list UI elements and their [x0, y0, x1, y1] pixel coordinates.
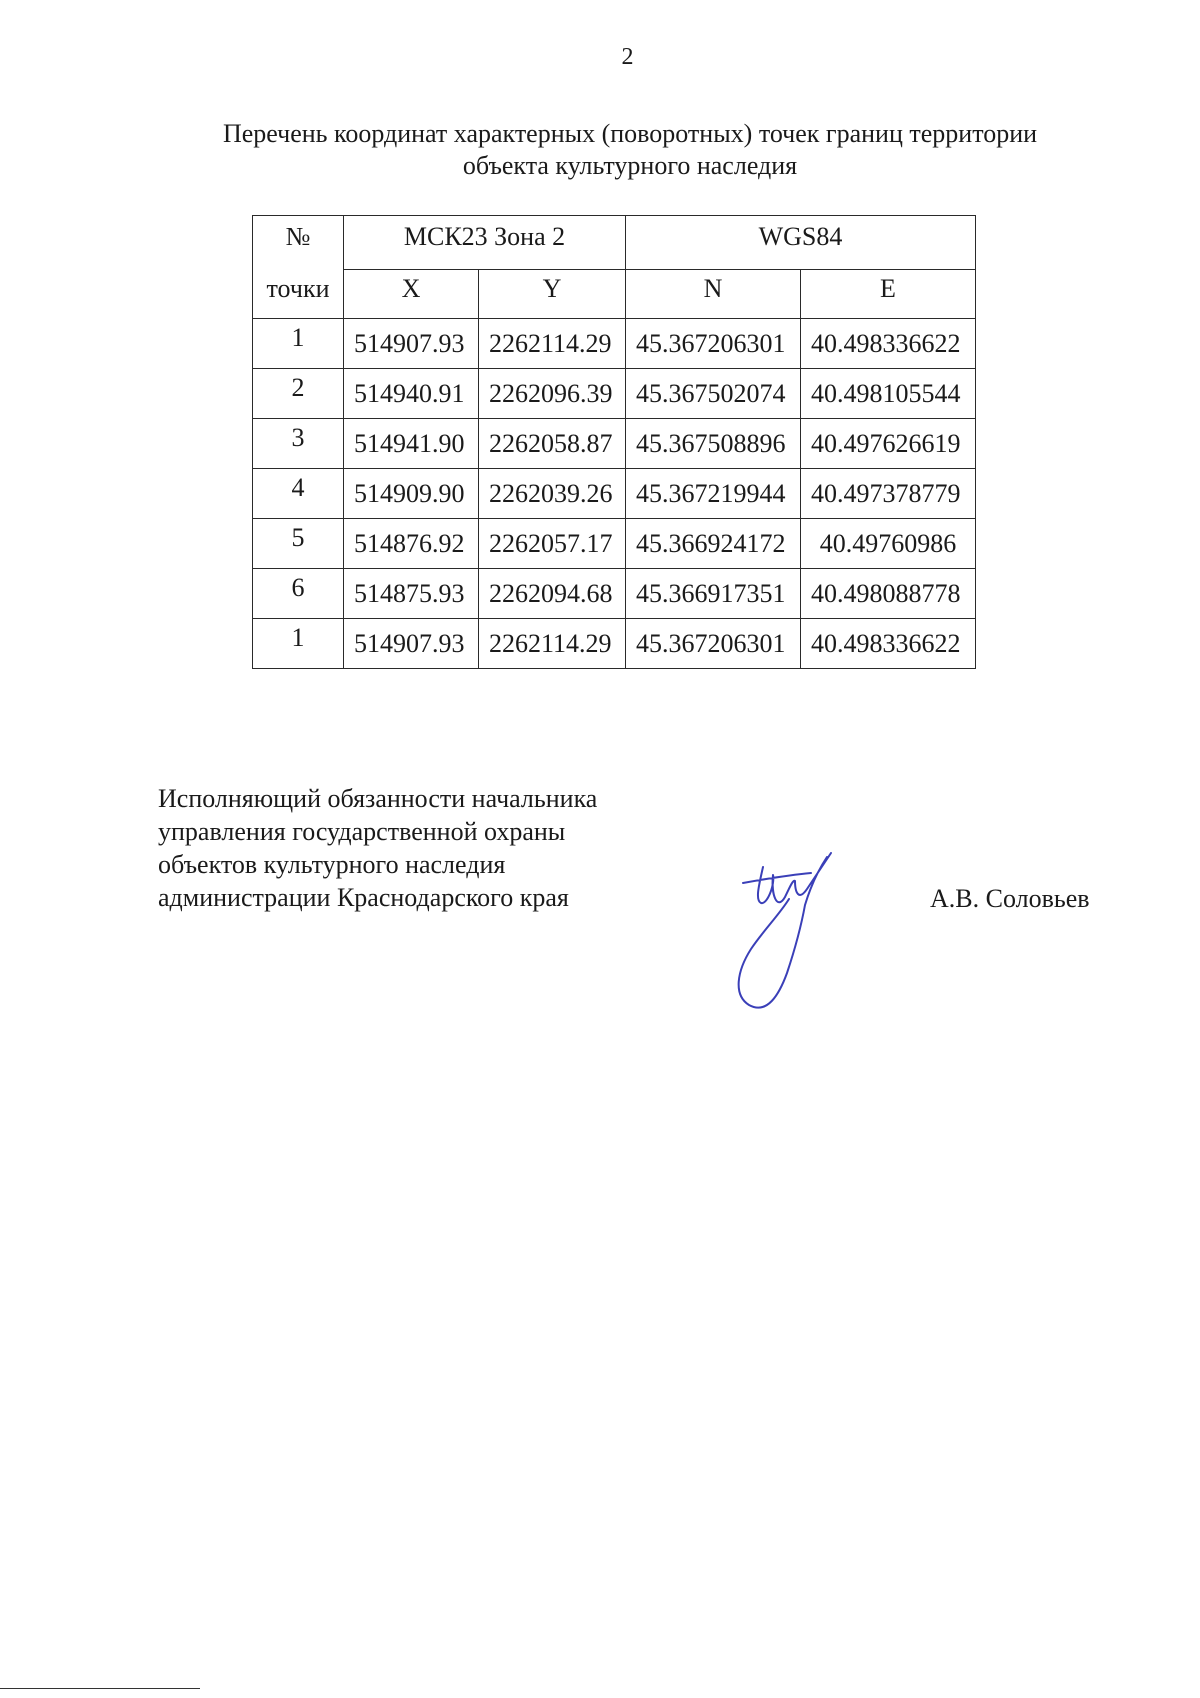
document-heading: [160, 118, 1100, 182]
n-cell: 45.367206301: [626, 619, 801, 669]
e-cell: 40.49760986: [801, 519, 976, 569]
y-cell: 2262039.26: [479, 469, 626, 519]
point-number-header-bottom: точки: [253, 270, 344, 319]
x-cell: 514907.93: [344, 319, 479, 369]
table-header-row-1: [253, 216, 976, 270]
signer-title-line-4: администрации Краснодарского края: [158, 883, 569, 912]
e-cell: 40.498336622: [801, 619, 976, 669]
table-body: [253, 319, 976, 669]
e-cell: 40.498105544: [801, 369, 976, 419]
coordinates-table: [252, 215, 976, 669]
point-number-cell: 1: [253, 619, 344, 669]
heading-line-2: объекта культурного наследия: [462, 151, 798, 180]
y-column-header: Y: [479, 270, 626, 319]
table-row: [253, 519, 976, 569]
point-number-cell: 6: [253, 569, 344, 619]
point-number-cell: 4: [253, 469, 344, 519]
y-cell: 2262094.68: [479, 569, 626, 619]
table-row: [253, 369, 976, 419]
x-cell: 514941.90: [344, 419, 479, 469]
wgs84-group-header: WGS84: [626, 216, 976, 270]
n-cell: 45.366917351: [626, 569, 801, 619]
y-cell: 2262114.29: [479, 319, 626, 369]
point-number-cell: 1: [253, 319, 344, 369]
e-column-header: E: [801, 270, 976, 319]
table-row: [253, 319, 976, 369]
msk23-group-header: МСК23 Зона 2: [344, 216, 626, 270]
table-row: [253, 619, 976, 669]
n-cell: 45.367206301: [626, 319, 801, 369]
handwritten-signature: [715, 845, 865, 1015]
e-cell: 40.497626619: [801, 419, 976, 469]
e-cell: 40.498336622: [801, 319, 976, 369]
n-cell: 45.367508896: [626, 419, 801, 469]
table-row: [253, 569, 976, 619]
signer-title-line-3: объектов культурного наследия: [158, 850, 506, 879]
point-number-cell: 5: [253, 519, 344, 569]
y-cell: 2262057.17: [479, 519, 626, 569]
x-cell: 514940.91: [344, 369, 479, 419]
n-cell: 45.367502074: [626, 369, 801, 419]
heading-line-1: Перечень координат характерных (поворотных) точек границ территории: [222, 119, 1038, 148]
point-number-cell: 2: [253, 369, 344, 419]
point-number-cell: 3: [253, 419, 344, 469]
table-row: [253, 419, 976, 469]
table-header-row-2: [253, 270, 976, 319]
table-row: [253, 469, 976, 519]
x-cell: 514876.92: [344, 519, 479, 569]
y-cell: 2262058.87: [479, 419, 626, 469]
n-cell: 45.366924172: [626, 519, 801, 569]
x-cell: 514875.93: [344, 569, 479, 619]
signer-title-line-1: Исполняющий обязанности начальника: [158, 784, 598, 813]
y-cell: 2262096.39: [479, 369, 626, 419]
n-column-header: N: [626, 270, 801, 319]
signer-title: [158, 782, 597, 914]
e-cell: 40.497378779: [801, 469, 976, 519]
y-cell: 2262114.29: [479, 619, 626, 669]
page-number: 2: [621, 44, 634, 70]
point-number-header-top: №: [253, 216, 344, 270]
e-cell: 40.498088778: [801, 569, 976, 619]
signer-title-line-2: управления государственной охраны: [158, 817, 566, 846]
x-cell: 514907.93: [344, 619, 479, 669]
x-column-header: X: [344, 270, 479, 319]
n-cell: 45.367219944: [626, 469, 801, 519]
signer-name: А.В. Соловьев: [930, 884, 1090, 913]
x-cell: 514909.90: [344, 469, 479, 519]
footnote-divider: [0, 1688, 200, 1689]
